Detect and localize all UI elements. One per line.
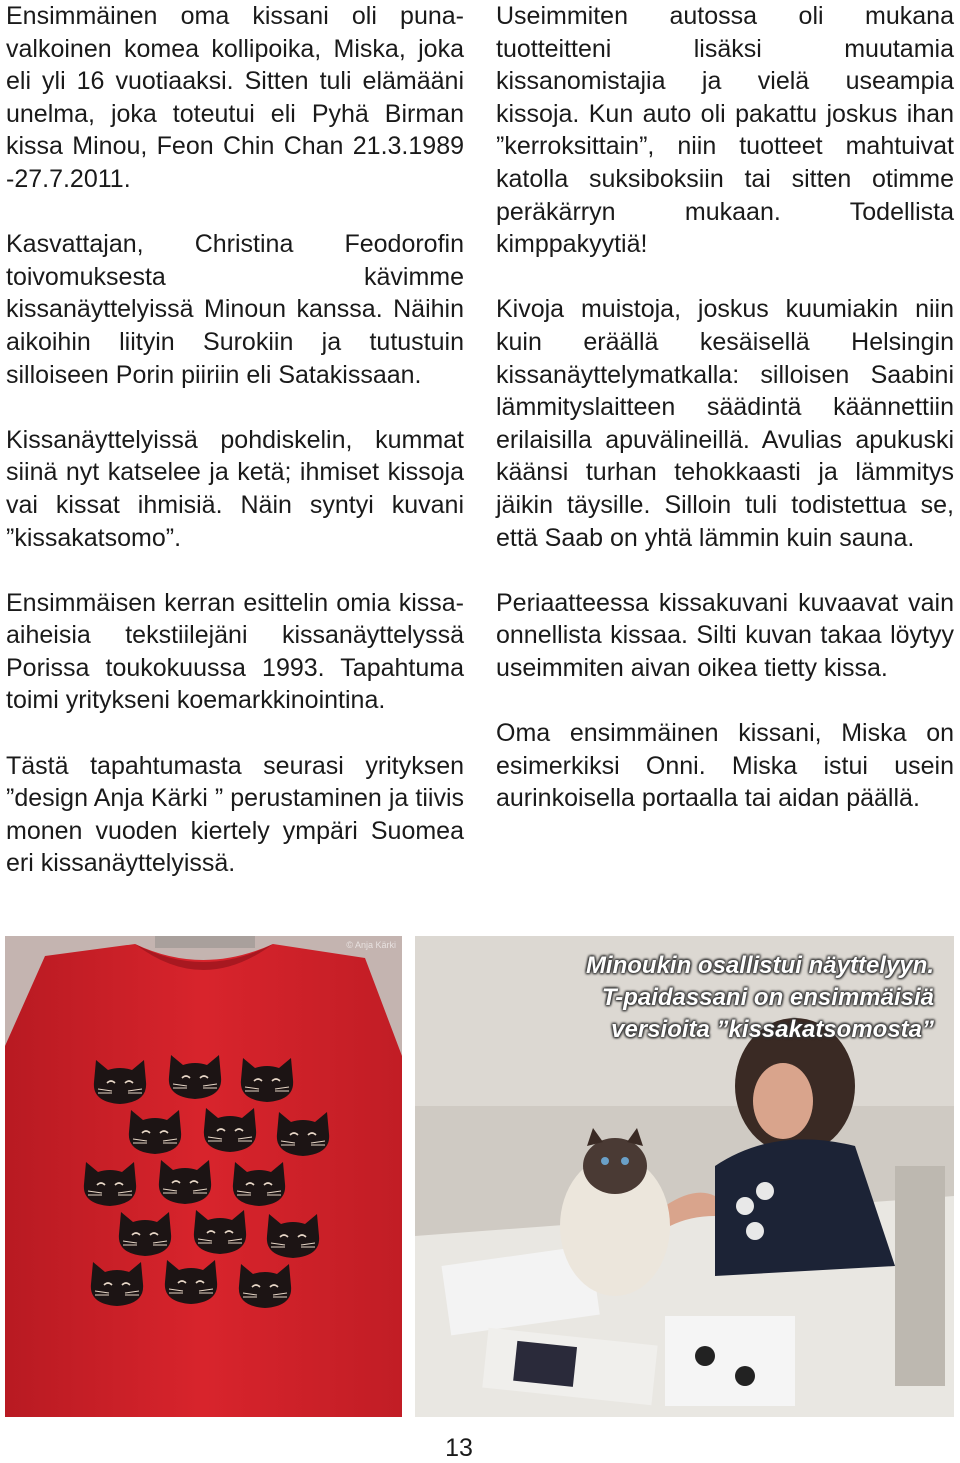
exhibition-photo <box>415 936 954 1417</box>
paragraph: Tästä tapahtumasta seurasi yrityksen ”design Anja Kärki ” perustaminen ja tiivis monen vuoden kiertely ympäri Suomea eri kissanäyttelyissä. <box>6 751 464 878</box>
paragraph: Ensimmäisen kerran esittelin omia kissa-aiheisia tekstiilejäni kissanäyttelyssä Porissa toukokuussa 1993. Tapahtuma toimi yritykseni koemarkkinointina. <box>6 588 464 715</box>
right-text-column <box>496 0 954 847</box>
tshirt-illustration <box>5 936 402 1417</box>
caption-line: T-paidassani on ensimmäisiä <box>601 984 934 1011</box>
paragraph: Oma ensimmäinen kissani, Miska on esimerkiksi Onni. Miska istui usein aurinkoisella portaalla tai aidan päällä. <box>496 719 954 813</box>
paragraph: Kissanäyttelyissä pohdiskelin, kummat siinä nyt katselee ja ketä; ihmiset kissoja vai kissat ihmisiä. Näin syntyi kuvani ”kissakatsomo”. <box>6 425 464 552</box>
page-number: 13 <box>445 1434 473 1462</box>
paragraph: Kasvattajan, Christina Feodorofin toivomuksesta kävimme kissanäyttelyissä Minoun kanssa. Näihin aikoihin liityin Surokiin ja tutustuin silloiseen Porin piiriin eli Satakissaan. <box>6 230 464 389</box>
paragraph: Useimmiten autossa oli mukana tuotteitteni lisäksi muutamia kissanomistajia ja vielä useampia kissoja. Kun auto oli pakattu joskus ihan ”kerroksittain”, niin tuotteet mahtuivat katolla suksiboksiin tai sitten otimme peräkärryn mukaan. Todellista kimppakyytiä! <box>496 2 954 259</box>
paragraph: Kivoja muistoja, joskus kuumiakin niin kuin eräällä kesäisellä Helsingin kissanäyttelymatkalla: silloisen Saabini lämmityslaitteen säädintä käännettiin erilaisilla apuvälineillä. Avulias apukuski käänsi turhan tehokkaasti ja lämmitys jäikin täysille. Silloin tuli todistettua se, että Saab on yhtä lämmin kuin sauna. <box>496 295 954 552</box>
tshirt-photo <box>5 936 402 1417</box>
photo-watermark: © Anja Kärki <box>346 940 396 950</box>
caption-line: Minoukin osallistui näyttelyyn. <box>585 952 934 979</box>
caption-line: versioita ”kissakatsomosta” <box>611 1016 934 1043</box>
paragraph: Ensimmäinen oma kissani oli puna-valkoinen komea kollipoika, Miska, joka eli yli 16 vuotiaaksi. Sitten tuli elämääni unelma, joka toteutui eli Pyhä Birman kissa Minou, Feon Chin Chan 21.3.1989 -27.7.2011. <box>6 2 464 193</box>
paragraph: Periaatteessa kissakuvani kuvaavat vain onnellista kissaa. Silti kuvan takaa löytyy useimmiten aivan oikea tietty kissa. <box>496 588 954 682</box>
photo-caption <box>514 950 934 1046</box>
left-text-column <box>6 0 464 913</box>
